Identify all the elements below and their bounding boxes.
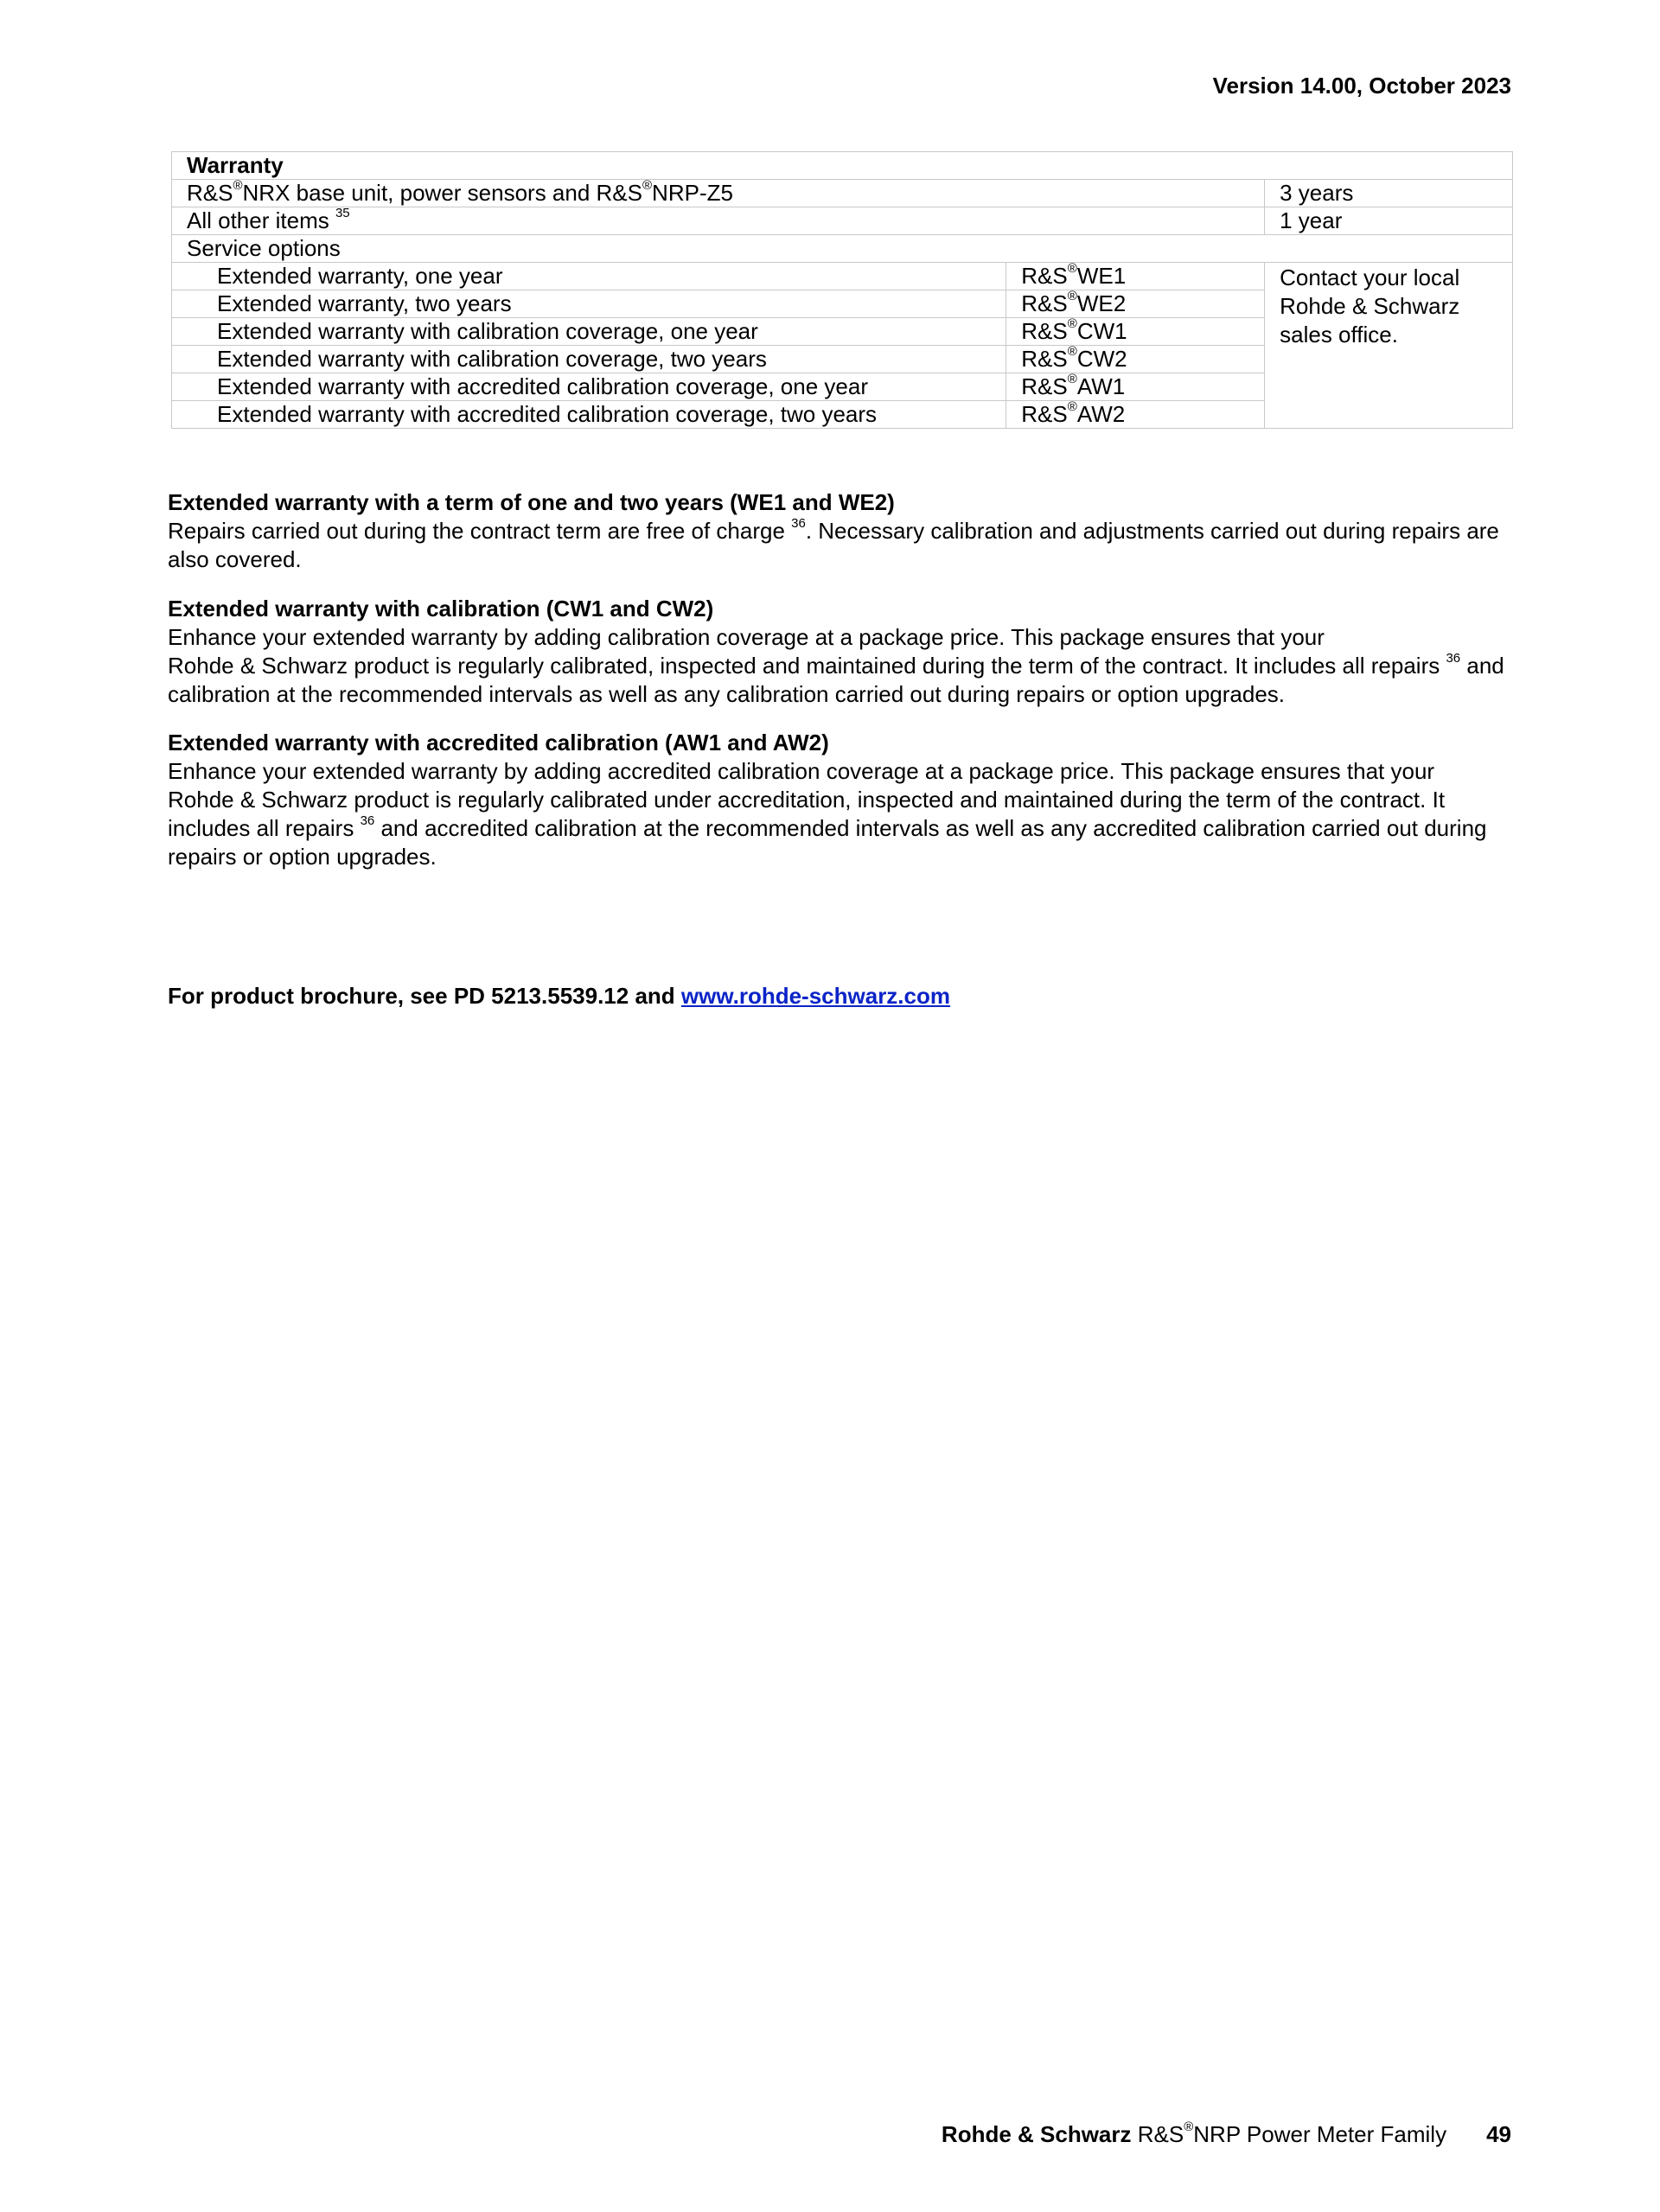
base-unit-label: R&S®NRX base unit, power sensors and R&S®NRP-Z5 [172,180,1265,207]
option-label: Extended warranty with accredited calibration coverage, one year [172,373,1006,401]
table-title: Warranty [172,152,1513,180]
option-code: R&S®CW2 [1006,346,1265,373]
other-items-warranty-value: 1 year [1265,207,1513,235]
service-options-label: Service options [172,235,1513,263]
section-body-line: Enhance your extended warranty by adding accredited calibration coverage at a package price. This package ensures that your [168,758,1435,784]
table-row [172,152,1513,180]
section-body: Repairs carried out during the contract term are free of charge $^{36}$. Necessary calibration and adjustments carried out during repairs are also covered. [168,516,1499,572]
page-footer: Rohde & Schwarz R&S®NRP Power Meter Family 49 [941,2120,1511,2147]
option-code: R&S®CW1 [1006,318,1265,346]
table-row [172,207,1513,235]
section-heading: Extended warranty with accredited calibration (AW1 and AW2) [168,730,829,755]
brochure-reference: For product brochure, see PD 5213.5539.12 and www.rohde-schwarz.com [168,983,950,1009]
website-link[interactable]: www.rohde-schwarz.com [680,983,950,1009]
section-body: Rohde & Schwarz product is regularly calibrated under accreditation, inspected and maintained during the term of the contract. It includes all repairs $^{36}$ and accredited calibration at the recommended intervals as well as any accredited calibration carried out during repairs or option upgrades. [168,787,1487,870]
other-items-label: All other items $^{35}$ [172,207,1265,235]
option-code: R&S®AW2 [1006,401,1265,429]
option-label: Extended warranty, one year [172,263,1006,290]
section-body-line: Enhance your extended warranty by adding calibration coverage at a package price. This package ensures that your [168,624,1325,650]
base-unit-warranty-value: 3 years [1265,180,1513,207]
option-label: Extended warranty with calibration coverage, one year [172,318,1006,346]
version-label: Version 14.00, October 2023 [1212,73,1511,99]
option-label: Extended warranty, two years [172,290,1006,318]
warranty-table [171,151,1513,429]
table-row [172,235,1513,263]
table-row [172,180,1513,207]
footer-product: NRP Power Meter Family [1193,2121,1447,2147]
section-heading: Extended warranty with a term of one and two years (WE1 and WE2) [168,489,895,515]
footnote-ref: 36 [1446,651,1461,666]
section-heading: Extended warranty with calibration (CW1 and CW2) [168,596,714,622]
footnote-ref: 36 [360,813,375,829]
section-we [168,488,1516,574]
footer-brand: Rohde & Schwarz [941,2121,1132,2147]
section-aw [168,729,1516,871]
footnote-ref: 35 [335,206,350,221]
contact-note: Contact your local Rohde & Schwarz sales office. [1265,263,1513,429]
option-label: Extended warranty with accredited calibration coverage, two years [172,401,1006,429]
section-cw [168,595,1516,709]
option-code: R&S®WE2 [1006,290,1265,318]
option-code: R&S®WE1 [1006,263,1265,290]
table-row [172,263,1513,290]
section-body: Rohde & Schwarz product is regularly calibrated, inspected and maintained during the term of the contract. It includes all repairs $^{36}$ and calibration at the recommended intervals as well as any calibration carried out during repairs or option upgrades. [168,651,1504,707]
option-label: Extended warranty with calibration coverage, two years [172,346,1006,373]
page-number: 49 [1486,2121,1511,2147]
footnote-ref: 36 [791,516,806,532]
option-code: R&S®AW1 [1006,373,1265,401]
